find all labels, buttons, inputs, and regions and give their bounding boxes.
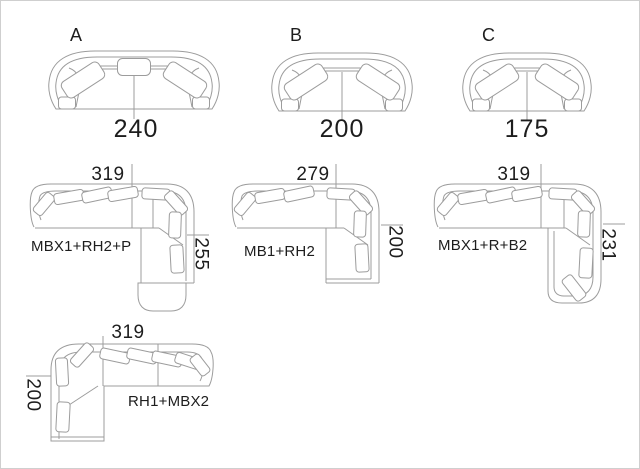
plan1-module-code: MBX1+RH2+P xyxy=(31,238,132,255)
plan4-module-code: RH1+MBX2 xyxy=(128,393,210,410)
figure-a-label: A xyxy=(70,25,83,45)
figure-b-label: B xyxy=(290,25,303,45)
plan3-module-code: MBX1+R+B2 xyxy=(438,237,528,254)
plan2-module-code: MB1+RH2 xyxy=(244,243,316,260)
plan4-depth: 200 xyxy=(22,378,44,412)
figure-a-width: 240 xyxy=(113,115,159,143)
figure-c-width: 175 xyxy=(504,115,550,143)
plan1-width: 319 xyxy=(91,164,125,185)
plan2-depth: 200 xyxy=(384,225,406,259)
plan4-drawing xyxy=(21,319,236,459)
plan4-width: 319 xyxy=(111,322,145,343)
plan2-width: 279 xyxy=(296,164,330,185)
plan1-depth: 255 xyxy=(190,237,212,271)
figure-b-width: 200 xyxy=(319,115,365,143)
plan3-width: 319 xyxy=(497,164,531,185)
plan3-depth: 231 xyxy=(597,228,619,262)
figure-c-label: C xyxy=(482,25,495,45)
